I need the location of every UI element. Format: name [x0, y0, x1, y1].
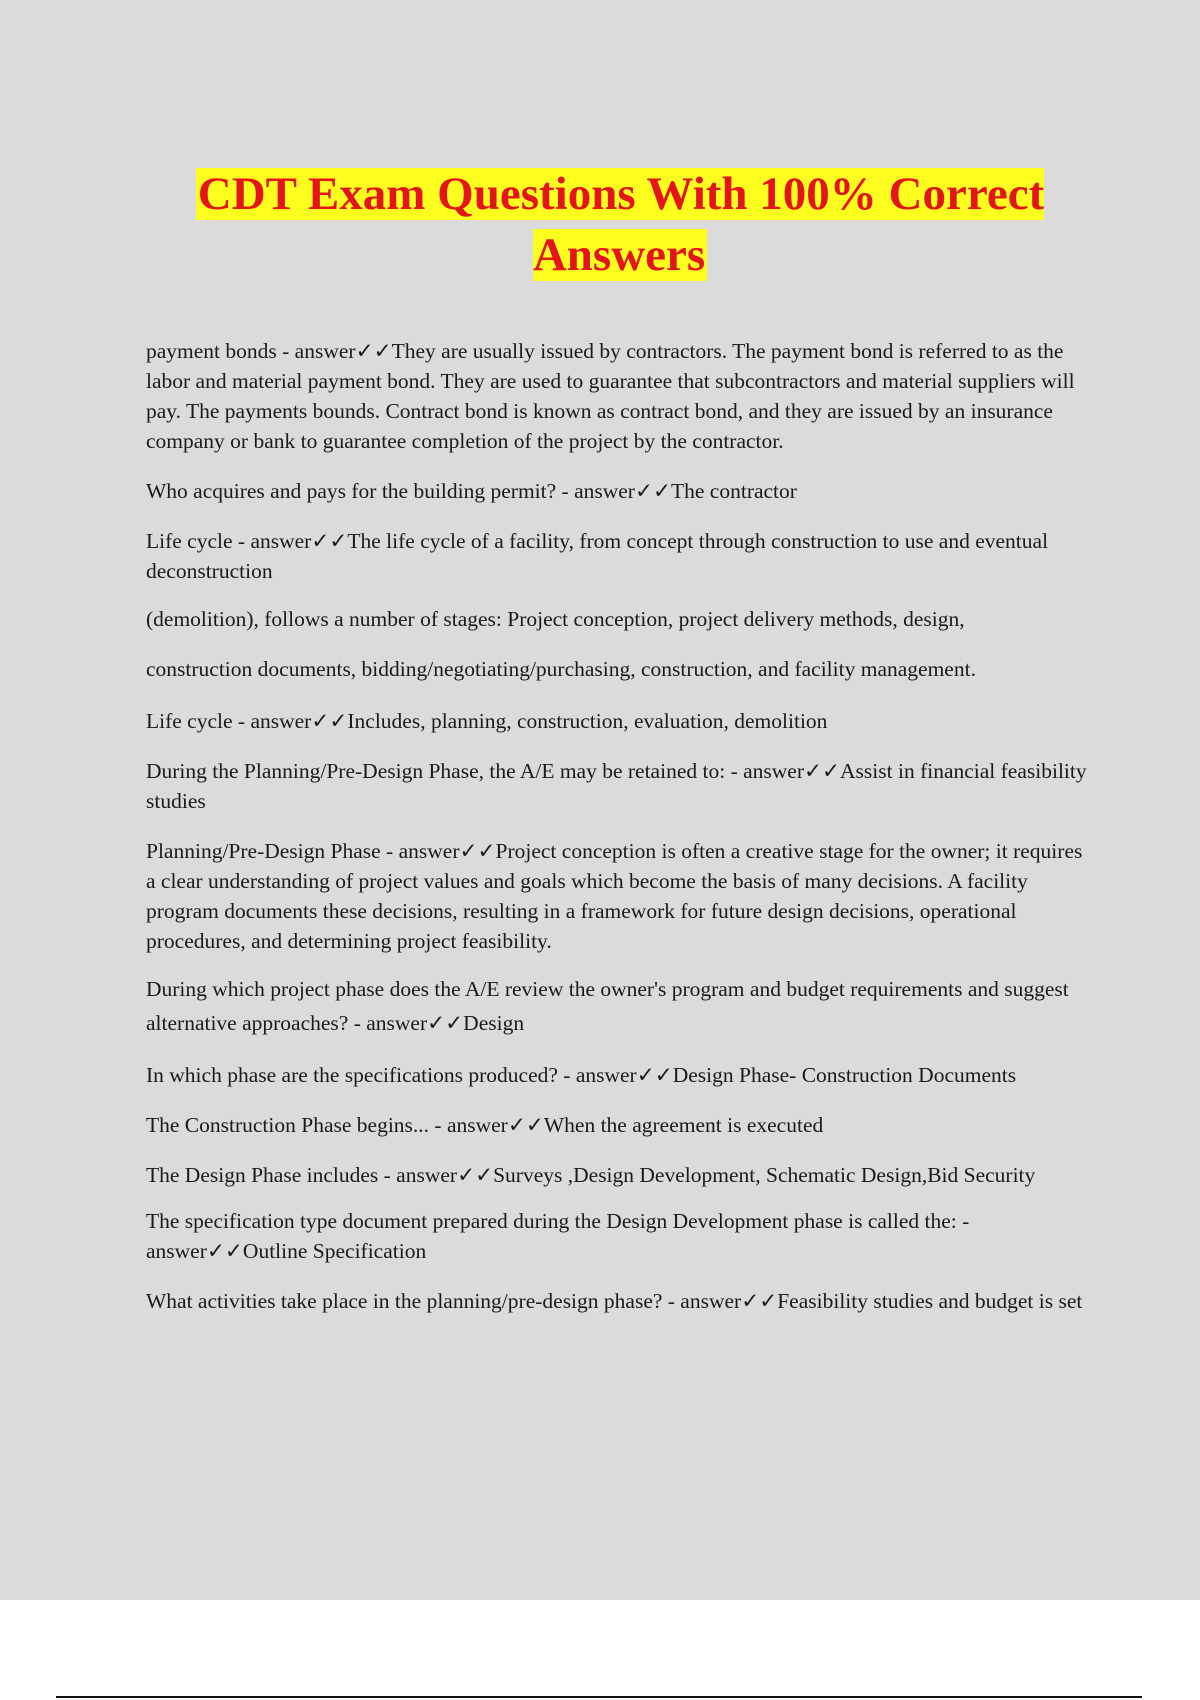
paragraph-planning-ae: During the Planning/Pre-Design Phase, the A/E may be retained to: - answer✓✓Assist in financial feasibility studies — [146, 759, 1087, 813]
paragraph-planning-phase: Planning/Pre-Design Phase - answer✓✓Project conception is often a creative stage for the owner; it requires a clear understanding of project values and goals which become the basis of many decisions. A facility program documents these decisions, resulting in a framework for future design decisions, operational procedures, and determining project feasibility. — [146, 839, 1083, 953]
paragraph-life-cycle-stages-1: (demolition), follows a number of stages: Project conception, project delivery methods, design, — [146, 607, 965, 631]
paragraph-planning-activities: What activities take place in the planning/pre-design phase? - answer✓✓Feasibility studies and budget is set — [146, 1289, 1083, 1313]
paragraph-building-permit: Who acquires and pays for the building permit? - answer✓✓The contractor — [146, 479, 797, 503]
title-block — [120, 164, 1120, 286]
paragraph-design-review: During which project phase does the A/E review the owner's program and budget requirements and suggest alternative approaches? - answer✓✓Design — [146, 977, 1069, 1035]
footer-divider — [56, 1696, 1142, 1698]
document-title — [120, 164, 1120, 286]
document-body — [146, 336, 1096, 1336]
title-highlight: CDT Exam Questions With 100% Correct Answers — [197, 168, 1045, 281]
paragraph-specifications: In which phase are the specifications produced? - answer✓✓Design Phase- Construction Documents — [146, 1063, 1017, 1087]
paragraph-life-cycle-2: Life cycle - answer✓✓Includes, planning, construction, evaluation, demolition — [146, 709, 828, 733]
paragraph-life-cycle-stages-2: construction documents, bidding/negotiating/purchasing, construction, and facility management. — [146, 657, 976, 681]
paragraph-construction-phase: The Construction Phase begins... - answer✓✓When the agreement is executed — [146, 1113, 824, 1137]
paragraph-design-phase: The Design Phase includes - answer✓✓Surveys ,Design Development, Schematic Design,Bid Security — [146, 1163, 1036, 1187]
paragraph-life-cycle-1: Life cycle - answer✓✓The life cycle of a facility, from concept through construction to use and eventual deconstruction — [146, 529, 1049, 583]
paragraph-outline-spec: The specification type document prepared during the Design Development phase is called the: - answer✓✓Outline Specification — [146, 1209, 970, 1263]
paragraph-payment-bonds: payment bonds - answer✓✓They are usually issued by contractors. The payment bond is referred to as the labor and material payment bond. They are used to guarantee that subcontractors and material suppliers will pay. The payments bounds. Contract bond is known as contract bond, and they are issued by an insurance company or bank to guarantee completion of the project by the contractor. — [146, 339, 1075, 453]
